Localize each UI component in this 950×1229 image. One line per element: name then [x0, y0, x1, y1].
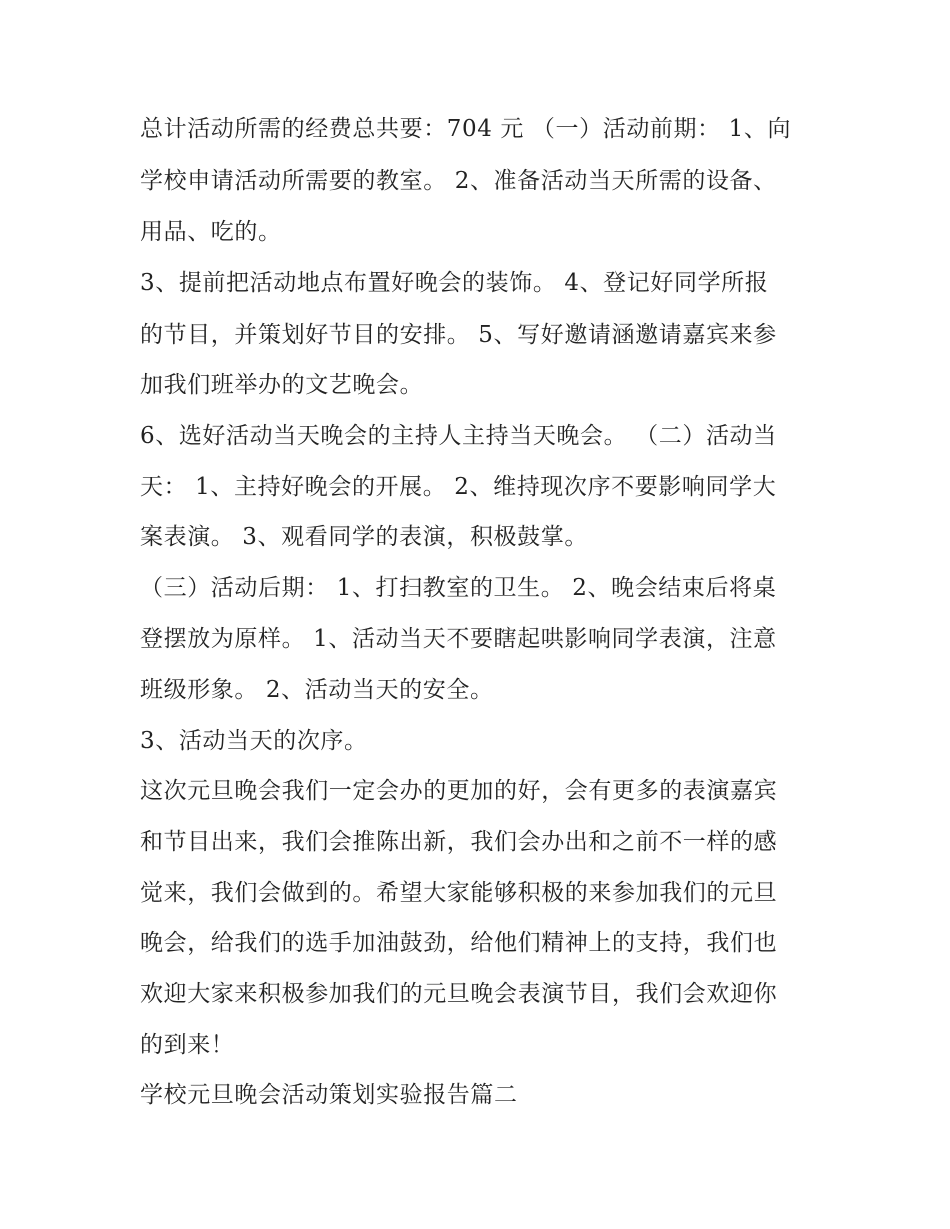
- text-line: 案表演。 3、观看同学的表演，积极鼓掌。: [140, 524, 588, 550]
- text-line: 的到来！: [140, 1032, 235, 1058]
- text-line: 3、活动当天的次序。: [140, 728, 368, 754]
- text-line: 用品、吃的。: [140, 219, 282, 245]
- section-heading: 学校元旦晚会活动策划实验报告篇二: [140, 1082, 518, 1108]
- text-line: 欢迎大家来积极参加我们的元旦晚会表演节目，我们会欢迎你: [140, 981, 778, 1007]
- text-line: 和节目出来，我们会推陈出新，我们会办出和之前不一样的感: [140, 829, 778, 855]
- text-line: 的节目，并策划好节目的安排。 5、写好邀请涵邀请嘉宾来参: [140, 322, 777, 348]
- text-line: 晚会，给我们的选手加油鼓劲，给他们精神上的支持，我们也: [140, 930, 778, 956]
- text-line: 加我们班举办的文艺晚会。: [140, 372, 424, 398]
- text-line: （三）活动后期： 1、打扫教室的卫生。 2、晚会结束后将桌: [140, 575, 777, 601]
- text-line: 总计活动所需的经费总共要：704 元 （一）活动前期： 1、向: [140, 116, 792, 142]
- text-line: 这次元旦晚会我们一定会办的更加的好，会有更多的表演嘉宾: [140, 778, 778, 804]
- text-line: 天： 1、主持好晚会的开展。 2、维持现次序不要影响同学大: [140, 474, 777, 500]
- text-line: 学校申请活动所需要的教室。 2、准备活动当天所需的设备、: [140, 168, 777, 194]
- text-line: 3、提前把活动地点布置好晚会的装饰。 4、登记好同学所报: [140, 270, 769, 296]
- text-line: 班级形象。 2、活动当天的安全。: [140, 677, 494, 703]
- text-line: 登摆放为原样。 1、活动当天不要瞎起哄影响同学表演，注意: [140, 626, 777, 652]
- text-line: 6、选好活动当天晚会的主持人主持当天晚会。 （二）活动当: [140, 423, 777, 449]
- text-line: 觉来，我们会做到的。希望大家能够积极的来参加我们的元旦: [140, 880, 778, 906]
